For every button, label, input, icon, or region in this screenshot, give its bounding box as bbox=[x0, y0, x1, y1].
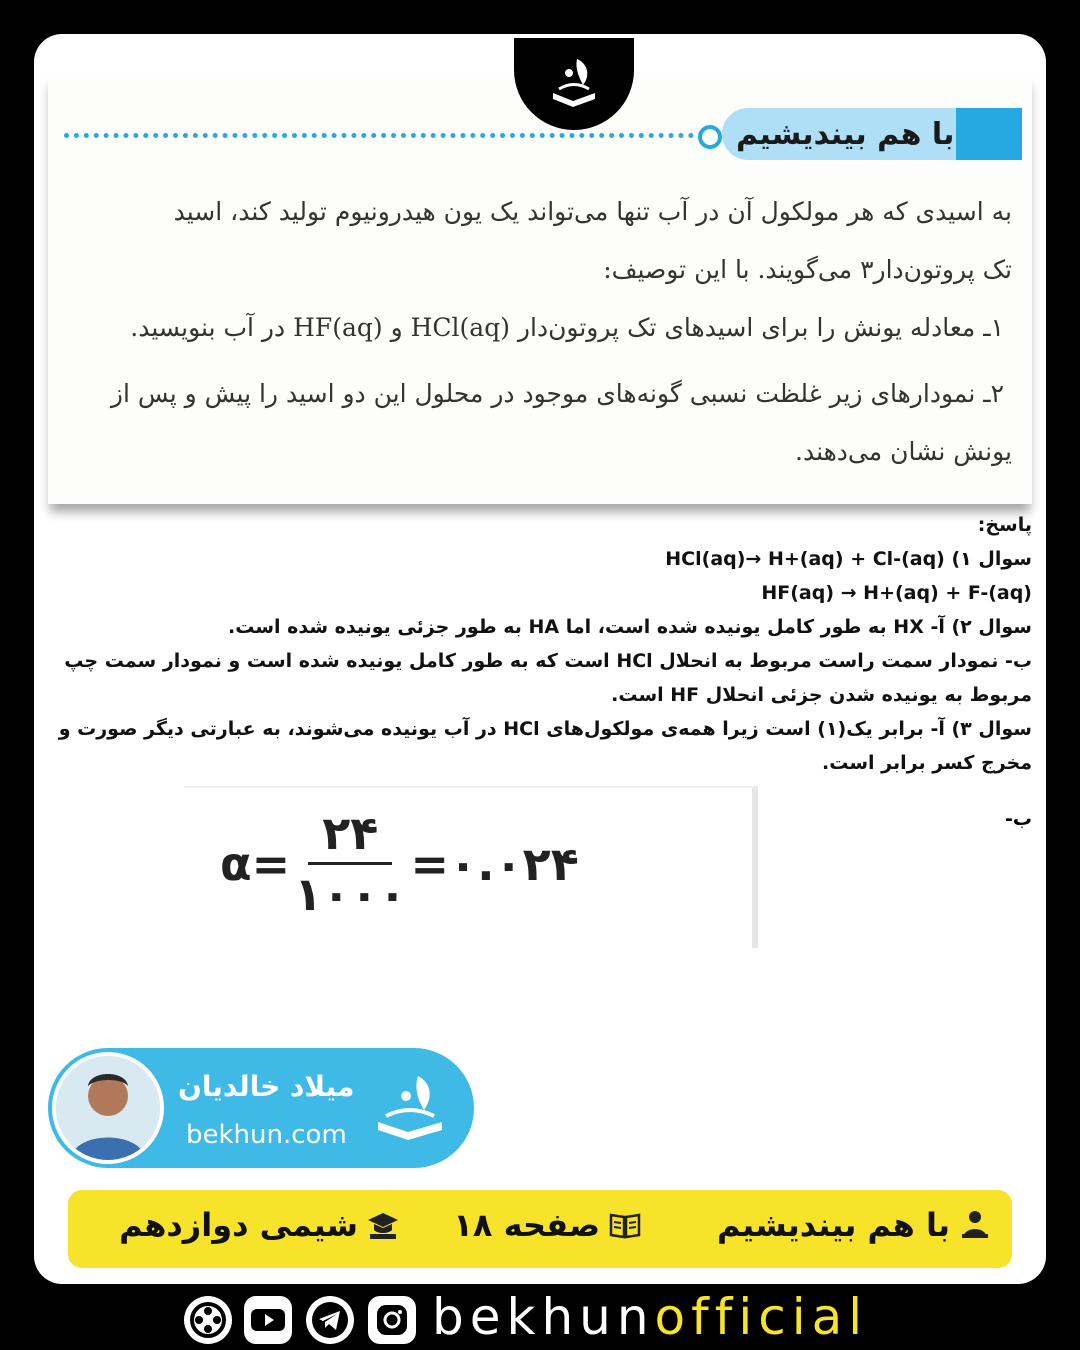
ring-marker bbox=[698, 125, 722, 149]
textbook-excerpt bbox=[48, 74, 1032, 504]
fraction bbox=[294, 806, 406, 921]
excerpt-line-4: ۲ـ نمودارهای زیر غلظت نسبی گونه‌های موجود در محلول این دو اسید را پیش و پس از bbox=[110, 379, 1004, 408]
teacher-icon bbox=[958, 1208, 992, 1242]
brand-handle bbox=[432, 1288, 868, 1346]
instagram-icon[interactable] bbox=[368, 1296, 416, 1344]
formula-image bbox=[184, 786, 758, 948]
answer-q2-part-b: ب- نمودار سمت راست مربوط به انحلال HCl است که به طور کامل یونیده شده است و نمودار سمت چپ مربوط به یونیده شدن جزئی انحلال HF است. bbox=[64, 650, 1032, 706]
fraction-denominator: ۱۰۰۰ bbox=[294, 867, 407, 921]
alpha-symbol: α= bbox=[220, 836, 291, 891]
footer-topic bbox=[717, 1206, 992, 1244]
section-heading: با هم بیندیشیم bbox=[736, 116, 955, 152]
dotted-divider bbox=[64, 133, 694, 138]
footer-page bbox=[453, 1206, 642, 1244]
person-icon bbox=[56, 1056, 160, 1160]
open-book-icon bbox=[608, 1208, 642, 1242]
film-reel-icon[interactable] bbox=[184, 1296, 232, 1344]
answer-block bbox=[42, 508, 1032, 780]
youtube-icon[interactable] bbox=[244, 1296, 292, 1344]
graduation-cap-icon bbox=[366, 1208, 400, 1242]
excerpt-line-1: به اسیدی که هر مولکول آن در آب تنها می‌تواند یک یون هیدرونیوم تولید کند، اسید bbox=[173, 197, 1012, 226]
footer-bar bbox=[68, 1190, 1012, 1268]
author-badge bbox=[48, 1048, 474, 1168]
answer-title: پاسخ: bbox=[977, 514, 1032, 536]
heading-accent-bar bbox=[956, 108, 1022, 160]
alpha-formula bbox=[220, 806, 579, 921]
author-site[interactable]: bekhun.com bbox=[186, 1120, 347, 1150]
answer-q1-line1: سوال ۱) HCl(aq)→ H+(aq) + Cl-(aq) bbox=[665, 548, 1032, 570]
book-logo-icon bbox=[539, 49, 609, 119]
formula-result: =۰.۰۲۴ bbox=[410, 836, 579, 891]
book-logo-icon bbox=[368, 1066, 454, 1152]
excerpt-line-3: ۱ـ معادله یونش را برای اسیدهای تک پروتون‌دار (HCl(aq و (HF(aq در آب بنویسید. bbox=[130, 313, 1004, 342]
brand-part-1: bekhun bbox=[432, 1288, 655, 1346]
post-card bbox=[34, 34, 1046, 1284]
avatar bbox=[52, 1052, 164, 1164]
footer-page-label: صفحه ۱۸ bbox=[453, 1206, 600, 1244]
brand-part-2: official bbox=[654, 1288, 869, 1346]
author-name: میلاد خالدیان bbox=[178, 1070, 355, 1103]
footer-subject bbox=[119, 1206, 400, 1244]
social-row bbox=[0, 1288, 1080, 1350]
footer-subject-label: شیمی دوازدهم bbox=[119, 1206, 358, 1244]
footer-topic-label: با هم بیندیشیم bbox=[717, 1206, 950, 1244]
fraction-numerator: ۲۴ bbox=[308, 806, 392, 865]
answer-q3-part-b-label: ب- bbox=[1005, 808, 1032, 830]
answer-q2-part-a: سوال ۲) آ- HX به طور کامل یونیده شده است، اما HA به طور جزئی یونیده شده است. bbox=[228, 616, 1032, 638]
answer-q1-line2: HF(aq) → H+(aq) + F-(aq) bbox=[761, 582, 1032, 604]
telegram-icon[interactable] bbox=[306, 1296, 354, 1344]
excerpt-line-5: یونش نشان می‌دهند. bbox=[795, 437, 1012, 466]
answer-q3: سوال ۳) آ- برابر یک(۱) است زیرا همه‌ی مولکول‌های HCl در آب یونیده می‌شوند، به عبارتی دیگر صورت و مخرج کسر برابر است. bbox=[58, 718, 1032, 774]
excerpt-line-2: تک پروتون‌دار۳ می‌گویند. با این توصیف: bbox=[603, 255, 1012, 284]
